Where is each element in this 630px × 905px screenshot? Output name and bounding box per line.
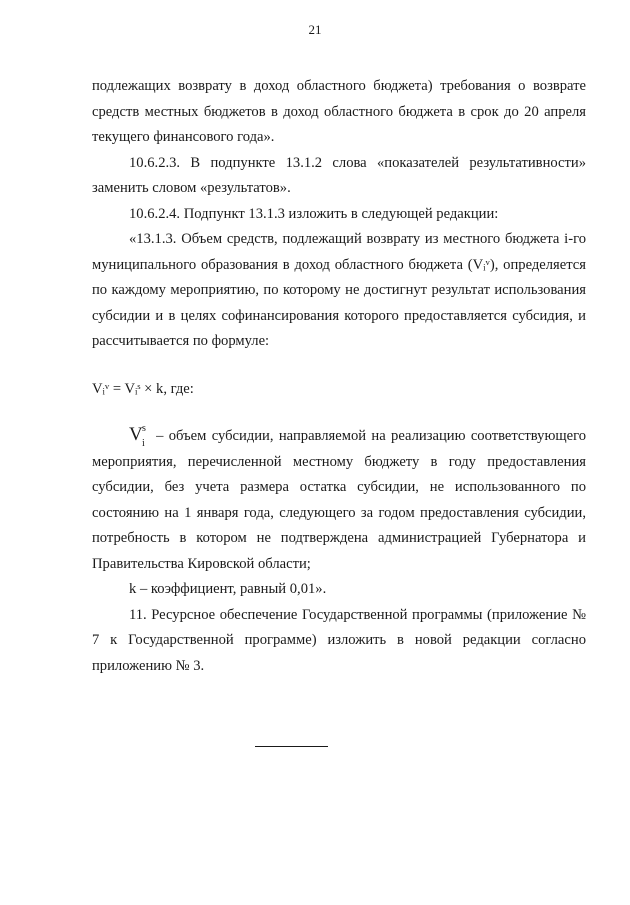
paragraph-13-1-3: «13.1.3. Объем средств, подлежащий возврату из местного бюджета i-го муниципального образования в доход областного бюджета (Vᵢᵛ), определяется по каждому мероприятию, по которому не достигнут результат использования субсидии и в целях софинансирования которого предоставляется субсидия, и рассчитывается по формуле: <box>92 231 586 349</box>
paragraph-continuation: подлежащих возврату в доход областного бюджета) требования о возврате средств местных бюджетов в доход областного бюджета в срок до 20 апреля текущего финансового года». <box>92 78 586 145</box>
vis-definition-text: – объем субсидии, направляемой на реализацию соответствующего мероприятия, перечисленной местному бюджету в году предоставления субсидии, без учета размера остатка субсидии, не использованного по состоянию на 1 января года, следующего за годом предоставления субсидии, потребность в котором не подтверждена администрацией Губернатора и Правительства Кировской области; <box>92 428 586 572</box>
paragraph-k-definition: k – коэффициент, равный 0,01». <box>129 581 327 597</box>
formula-symbol-vis: V s i <box>129 423 146 449</box>
paragraph-11: 11. Ресурсное обеспечение Государственной программы (приложение № 7 к Государственной программе) изложить в новой редакции согласно приложению № 3. <box>92 606 586 674</box>
formula: Vᵢᵛ = Vᵢˢ × k, где: <box>92 380 194 397</box>
paragraph-10-6-2-3: 10.6.2.3. В подпункте 13.1.2 слова «показателей результативности» заменить словом «результатов». <box>92 154 586 196</box>
page-number: 21 <box>308 22 322 37</box>
document-body <box>92 74 586 679</box>
paragraph-vis-definition <box>92 422 586 577</box>
paragraph-10-6-2-4: 10.6.2.4. Подпункт 13.1.3 изложить в следующей редакции: <box>129 205 499 222</box>
end-separator-line <box>255 746 328 747</box>
